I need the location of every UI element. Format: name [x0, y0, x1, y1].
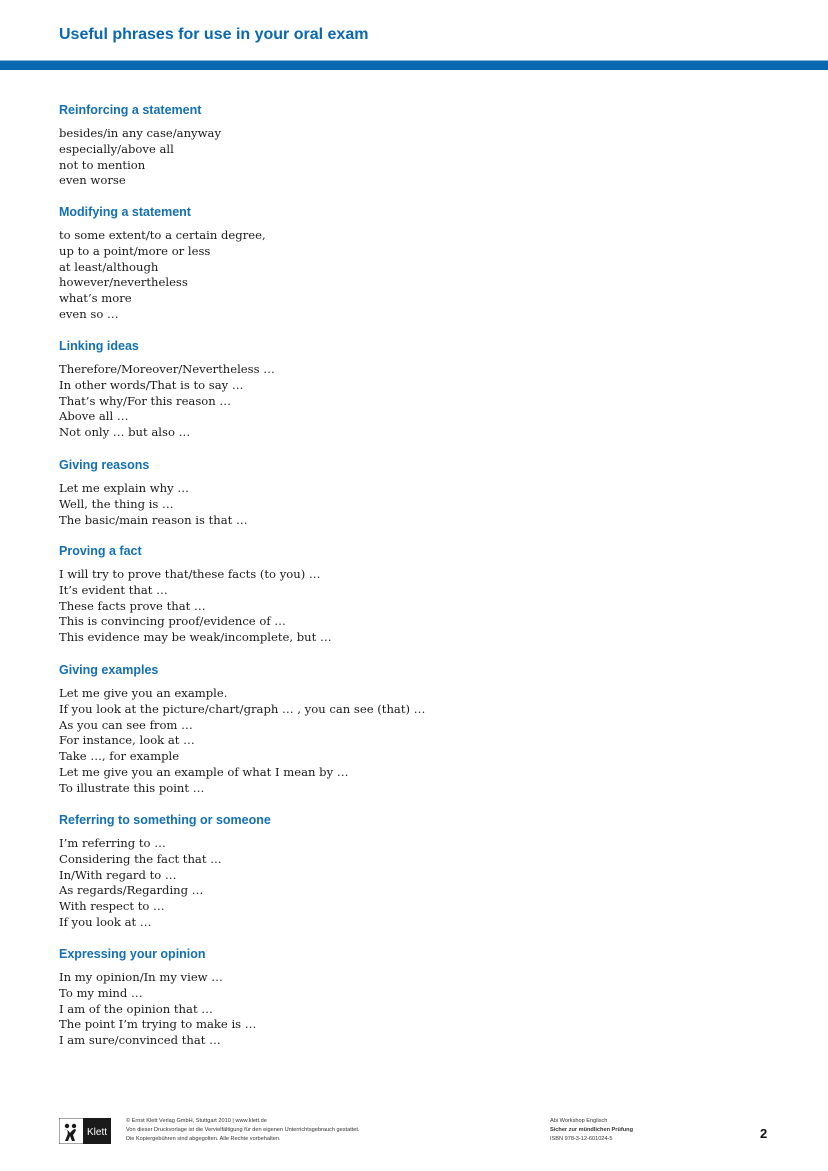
phrase-item: Let me give you an example of what I mean by …: [59, 764, 349, 779]
phrase-item: Not only … but also …: [59, 425, 191, 440]
copyright-line: © Ernst Klett Verlag GmbH, Stuttgart 2010 | www.klett.de: [126, 1118, 267, 1124]
phrase-section: [59, 543, 759, 646]
phrase-item: In/With regard to …: [59, 867, 177, 882]
phrase-item: As regards/Regarding …: [59, 883, 204, 898]
phrase-item: Let me explain why …: [59, 481, 189, 495]
page-number: 2: [760, 1126, 768, 1141]
klett-logo-text: Klett: [86, 1127, 108, 1138]
isbn: ISBN 978-3-12-601024-5: [550, 1136, 613, 1142]
phrase-item: Therefore/Moreover/Nevertheless …: [59, 362, 275, 376]
phrase-list: [59, 970, 759, 1049]
phrase-list: [59, 836, 759, 931]
phrase-item: To illustrate this point …: [59, 780, 205, 795]
phrase-item: To my mind …: [59, 985, 143, 1000]
phrase-item: to some extent/to a certain degree,: [59, 228, 266, 242]
phrase-item: This evidence may be weak/incomplete, but …: [59, 630, 332, 645]
phrase-section: [59, 662, 759, 797]
phrase-item: As you can see from …: [59, 717, 193, 732]
book-info: [550, 1117, 633, 1144]
phrase-item: I am sure/convinced that …: [59, 1033, 221, 1048]
phrase-item: Above all …: [59, 409, 129, 424]
phrase-section: [59, 102, 759, 189]
page-title: Useful phrases for use in your oral exam: [59, 26, 369, 43]
section-heading: Modifying a statement: [59, 205, 191, 219]
title-rule: [0, 60, 828, 70]
phrase-item: I’m referring to …: [59, 836, 166, 850]
phrase-item: Considering the fact that …: [59, 851, 222, 866]
phrase-item: This is convincing proof/evidence of …: [59, 614, 286, 629]
phrase-item: Take …, for example: [59, 749, 180, 764]
phrase-item: besides/in any case/anyway: [59, 126, 221, 140]
phrase-list: [59, 228, 759, 323]
phrase-item: what’s more: [59, 291, 132, 306]
section-heading: Expressing your opinion: [59, 947, 206, 961]
copyright-line: Von dieser Druckvorlage ist die Vervielfältigung für den eigenen Unterrichtsgebrauch gestattet.: [126, 1127, 360, 1133]
phrase-item: even so …: [59, 306, 119, 321]
phrase-item: If you look at …: [59, 914, 152, 929]
phrase-list: [59, 481, 759, 528]
phrase-section: [59, 338, 759, 441]
phrase-item: For instance, look at …: [59, 733, 195, 748]
section-heading: Linking ideas: [59, 339, 139, 353]
phrase-section: [59, 457, 759, 528]
section-heading: Giving examples: [59, 663, 159, 677]
phrase-item: These facts prove that …: [59, 598, 206, 613]
phrase-item: especially/above all: [59, 141, 174, 156]
phrase-section: [59, 946, 759, 1049]
section-heading: Referring to something or someone: [59, 813, 271, 827]
phrase-item: With respect to …: [59, 899, 165, 914]
phrase-item: In my opinion/In my view …: [59, 970, 223, 984]
klett-logo: [59, 1118, 111, 1144]
phrase-item: The basic/main reason is that …: [59, 512, 248, 527]
phrase-list: [59, 686, 759, 797]
phrase-item: I am of the opinion that …: [59, 1001, 213, 1016]
phrase-list: [59, 126, 759, 189]
phrase-section: [59, 812, 759, 931]
phrase-item: I will try to prove that/these facts (to you) …: [59, 567, 321, 581]
section-heading: Giving reasons: [59, 458, 150, 472]
footer: [0, 1116, 828, 1156]
phrase-list: [59, 567, 759, 646]
copyright-notice: [126, 1117, 360, 1144]
phrase-item: up to a point/more or less: [59, 243, 211, 258]
phrase-item: at least/although: [59, 259, 159, 274]
phrase-section: [59, 204, 759, 323]
phrase-item: Let me give you an example.: [59, 686, 228, 700]
section-heading: Reinforcing a statement: [59, 103, 202, 117]
phrase-item: The point I’m trying to make is …: [59, 1017, 257, 1032]
book-series: Abi Workshop Englisch: [550, 1118, 608, 1124]
phrase-item: not to mention: [59, 157, 146, 172]
phrase-item: In other words/That is to say …: [59, 377, 244, 392]
phrase-item: Well, the thing is …: [59, 496, 174, 511]
phrase-list: [59, 362, 759, 441]
phrase-item: however/nevertheless: [59, 275, 188, 290]
phrase-item: That’s why/For this reason …: [59, 393, 232, 408]
phrase-item: If you look at the picture/chart/graph … , you can see (that) …: [59, 701, 426, 716]
phrase-item: even worse: [59, 173, 126, 188]
book-title: Sicher zur mündlichen Prüfung: [550, 1127, 633, 1133]
copyright-line: Die Kopiergebühren sind abgegolten. Alle Rechte vorbehalten.: [126, 1136, 281, 1142]
phrase-item: It’s evident that …: [59, 582, 168, 597]
section-heading: Proving a fact: [59, 544, 142, 558]
